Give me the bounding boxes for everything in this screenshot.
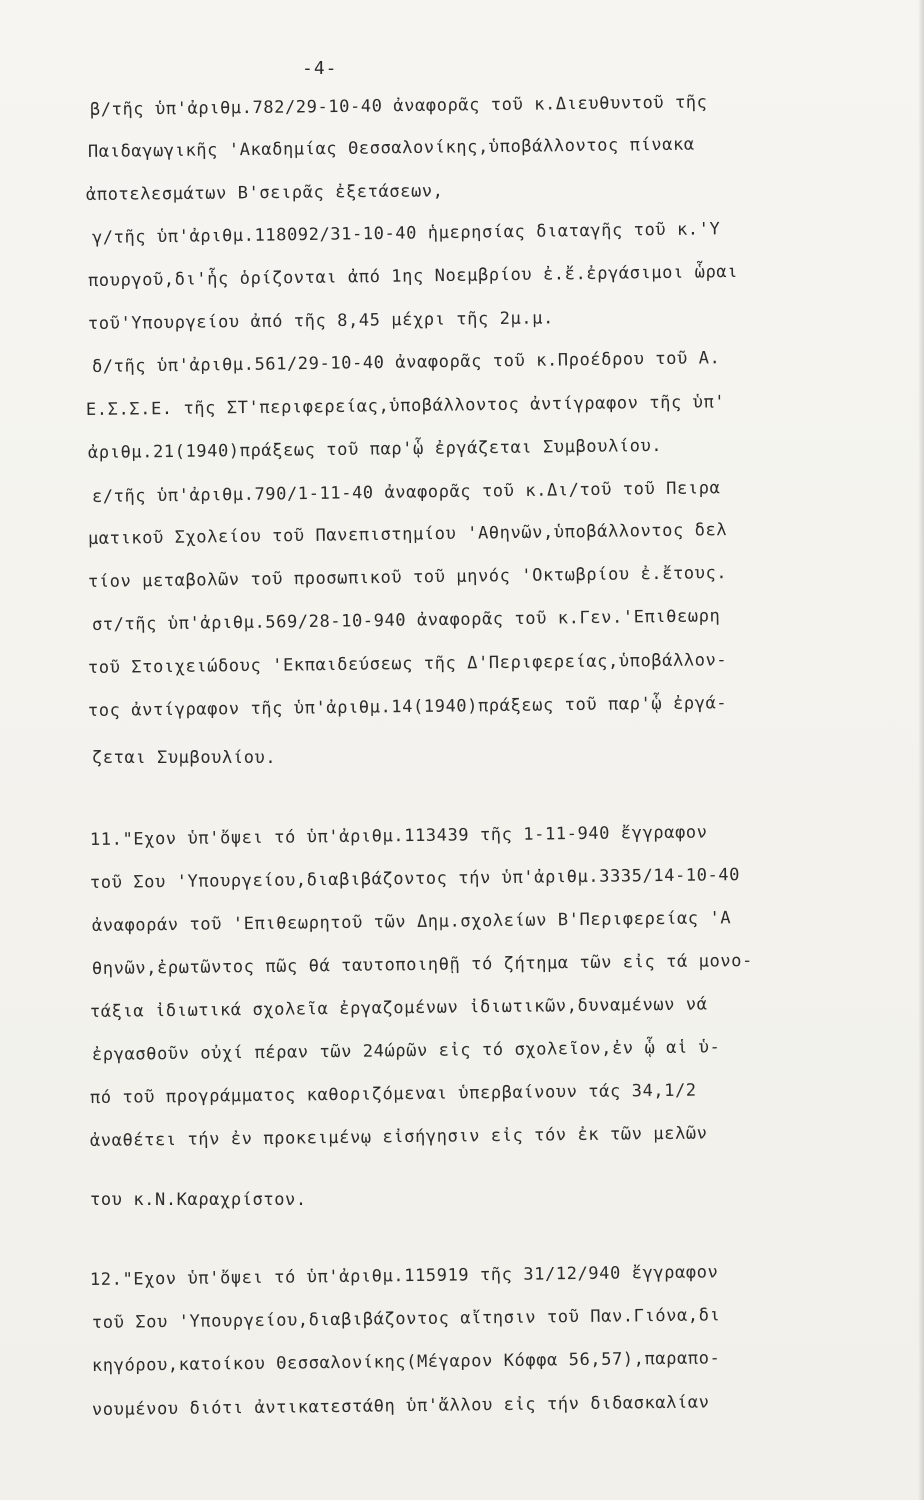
text-line: ἐργασθοῦν οὐχί πέραν τῶν 24ώρῶν εἰς τό σχολεῖον,ἐν ᾧ αἱ ὑ- xyxy=(91,1037,721,1065)
text-line: του κ.Ν.Καραχρίστον. xyxy=(90,1190,307,1210)
text-line: ματικοῦ Σχολείου τοῦ Πανεπιστημίου 'Αθηνῶν,ὑποβάλλοντος δελ xyxy=(87,520,728,549)
text-line: πουργοῦ,δι'ἧς ὁρίζονται ἀπό 1ης Νοεμβρίου ἐ.ἔ.ἐργάσιμοι ὧραι xyxy=(87,261,739,291)
text-line: τοῦ Στοιχειώδους 'Εκπαιδεύσεως τῆς Δ'Περιφερείας,ὑποβάλλον- xyxy=(87,650,728,678)
text-line: τοῦ'Υπουργείου ἀπό τῆς 8,45 μέχρι τῆς 2μ.μ. xyxy=(87,308,554,334)
text-line: κηγόρου,κατοίκου Θεσσαλονίκης(Μέγαρον Κόφφα 56,57),παραπο- xyxy=(91,1348,721,1376)
text-line: τοῦ Σου 'Υπουργείου,διαβιβάζοντος τήν ὑπ'ἀριθμ.3335/14-10-40 xyxy=(89,865,741,893)
text-line: ζεται Συμβουλίου. xyxy=(92,748,277,768)
text-line: τάξια ἰδιωτικά σχολεῖα ἐργαζομένων ἰδιωτικῶν,δυναμένων νά xyxy=(89,994,708,1022)
text-line: Ε.Σ.Σ.Ε. τῆς ΣΤ'περιφερείας,ὑποβάλλοντος ἀντίγραφον τῆς ὑπ' xyxy=(85,392,726,420)
scan-edge-shadow xyxy=(918,0,924,1500)
page-number: -4- xyxy=(302,58,338,79)
text-line: ἀναθέτει τήν ἐν προκειμένῳ εἰσήγησιν εἰς τόν ἐκ τῶν μελῶν xyxy=(89,1123,708,1151)
text-line: δ/τῆς ὑπ'ἀριθμ.561/29-10-40 ἀναφορᾶς τοῦ κ.Προέδρου τοῦ Α. xyxy=(91,348,721,377)
text-line: 11."Εχον ὑπ'ὄψει τό ὑπ'ἀριθμ.113439 τῆς 1-11-940 ἔγγραφον xyxy=(89,822,708,850)
text-line: ἀποτελεσμάτων Β'σειρᾶς ἐξετάσεων, xyxy=(85,181,444,205)
text-line: Παιδαγωγικῆς 'Ακαδημίας Θεσσαλονίκης,ὑποβάλλοντος πίνακα xyxy=(87,134,695,162)
text-line: πό τοῦ προγράμματος καθοριζόμεναι ὑπερβαίνουν τάς 34,1/2 xyxy=(89,1080,697,1108)
text-line: θηνῶν,ἐρωτῶντος πῶς θά ταυτοποιηθῇ τό ζήτημα τῶν εἰς τά μονο- xyxy=(91,950,754,979)
text-line: γ/τῆς ὑπ'ἀριθμ.118092/31-10-40 ἡμερησίας διαταγῆς τοῦ κ.'Υ xyxy=(91,219,721,248)
text-line: στ/τῆς ὑπ'ἀριθμ.569/28-10-940 ἀναφορᾶς τοῦ κ.Γεν.'Επιθεωρη xyxy=(91,606,721,635)
text-line: νουμένου διότι ἀντικατεστάθη ὑπ'ἄλλου εἰς τήν διδασκαλίαν xyxy=(91,1392,710,1420)
text-line: τος ἀντίγραφον τῆς ὑπ'ἀριθμ.14(1940)πράξεως τοῦ παρ'ᾧ ἐργά- xyxy=(87,693,728,721)
text-line: 12."Εχον ὑπ'ὄψει τό ὑπ'ἀριθμ.115919 τῆς 31/12/940 ἔγγραφον xyxy=(89,1262,719,1290)
text-line: ἀριθμ.21(1940)πράξεως τοῦ παρ'ᾧ ἐργάζεται Συμβουλίου. xyxy=(87,435,663,463)
text-line: τίον μεταβολῶν τοῦ προσωπικοῦ τοῦ μηνός 'Οκτωβρίου ἐ.ἔτους. xyxy=(87,563,728,592)
text-line: τοῦ Σου 'Υπουργείου,διαβιβάζοντος αἴτησιν τοῦ Παν.Γιόνα,δι xyxy=(91,1305,721,1333)
text-line: β/τῆς ὑπ'ἀριθμ.782/29-10-40 ἀναφορᾶς τοῦ κ.Διευθυντοῦ τῆς xyxy=(89,92,708,120)
text-line: ἀναφοράν τοῦ 'Επιθεωρητοῦ τῶν Δημ.σχολείων Β'Περιφερείας 'Α xyxy=(91,908,732,936)
text-line: ε/τῆς ὑπ'ἀριθμ.790/1-11-40 ἀναφορᾶς τοῦ κ.Δι/τοῦ τοῦ Πειρα xyxy=(91,478,721,507)
